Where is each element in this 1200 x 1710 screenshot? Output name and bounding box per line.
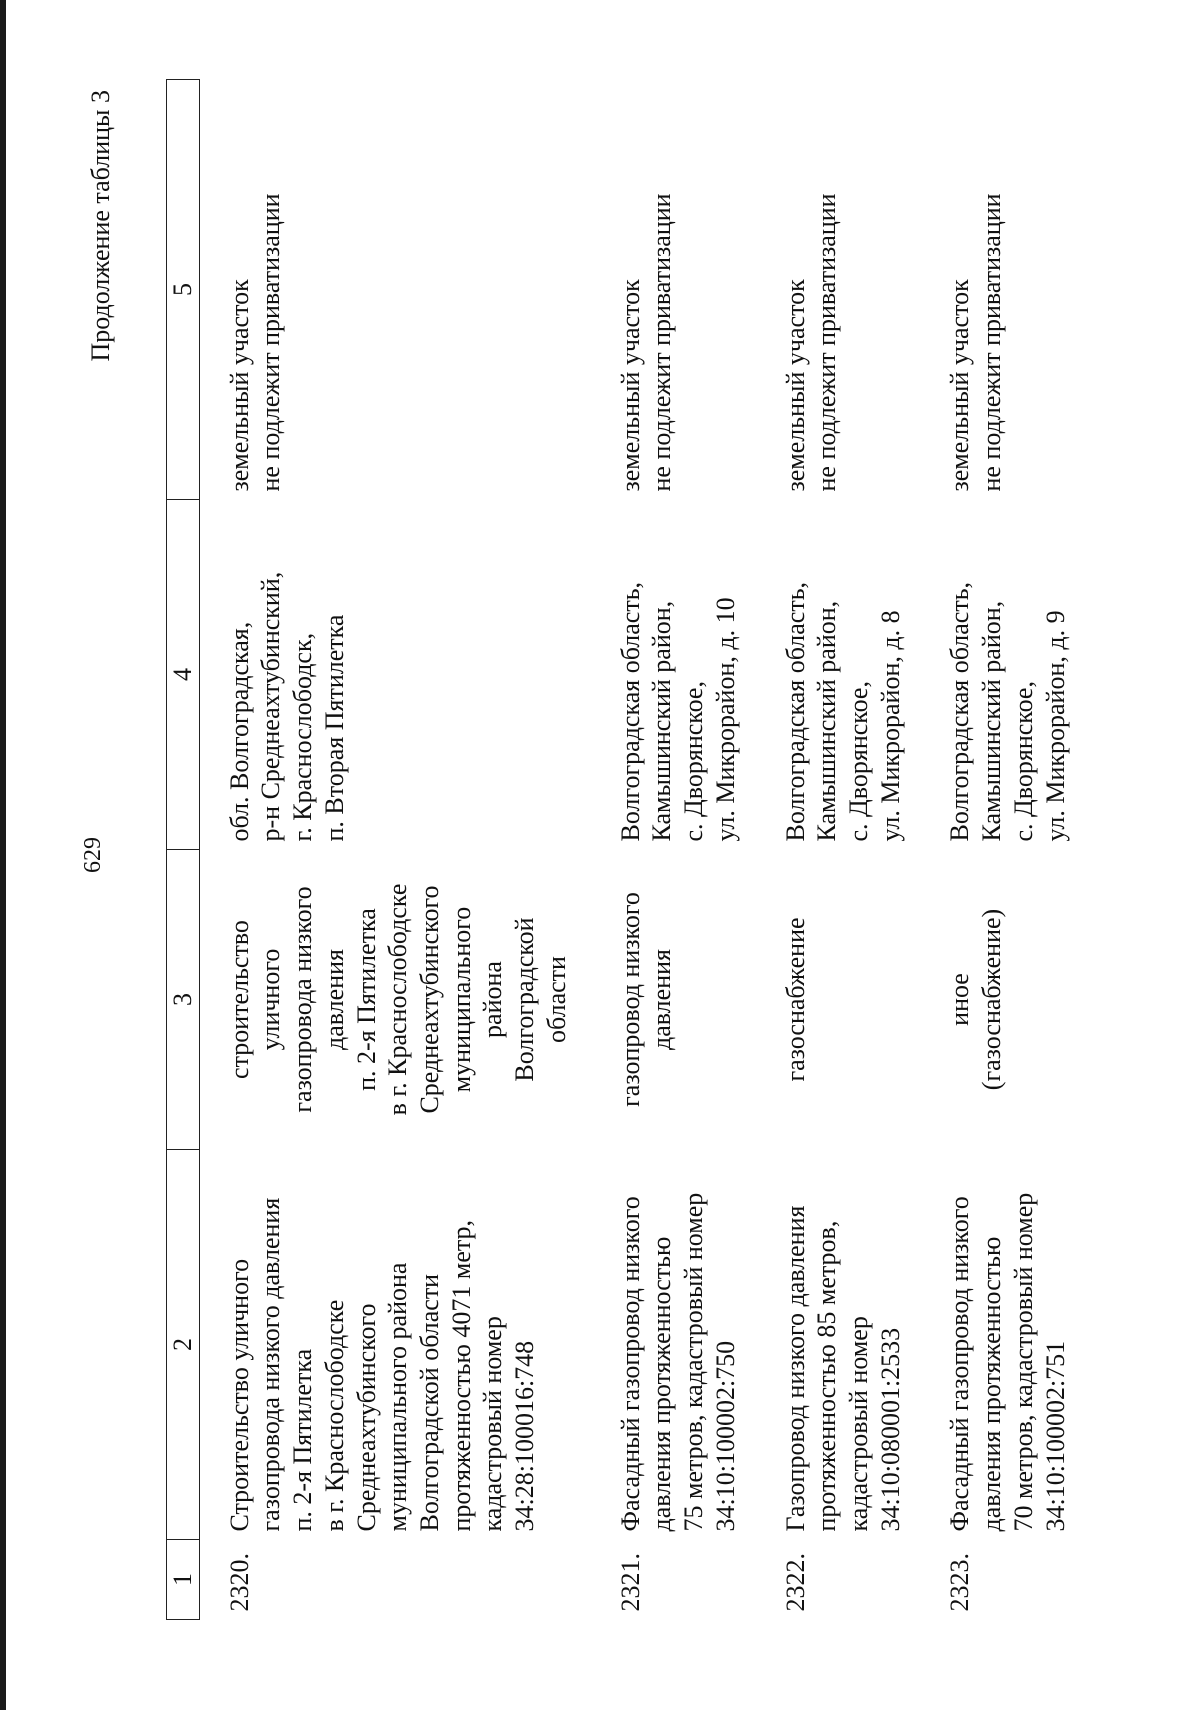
- object-description: Фасадный газопровод низкого давления протяженностью 75 метров, кадастровый номер 34:10:100002:750: [615, 1192, 740, 1532]
- object-purpose: газопровод низкого давления: [615, 892, 677, 1107]
- page-number: 629: [80, 837, 106, 873]
- object-note: земельный участок не подлежит приватизации: [780, 193, 842, 492]
- object-note: земельный участок не подлежит приватизации: [224, 193, 286, 492]
- object-purpose: газоснабжение: [780, 917, 810, 1082]
- table-row: [591, 80, 756, 1620]
- objects-table: [166, 79, 1085, 1620]
- column-header-5: 5: [167, 80, 200, 500]
- object-note: земельный участок не подлежит приватизации: [945, 193, 1007, 492]
- object-address: Волгоградская область, Камышинский район, с. Дворянское, ул. Микрорайон, д. 10: [615, 581, 740, 842]
- column-header-2: 2: [167, 1150, 200, 1540]
- object-address: Волгоградская область, Камышинский район, с. Дворянское, ул. Микрорайон, д. 9: [945, 581, 1070, 842]
- column-header-1: 1: [167, 1540, 200, 1620]
- table-row: [756, 80, 921, 1620]
- object-description: Фасадный газопровод низкого давления протяженностью 70 метров, кадастровый номер 34:10:100002:751: [945, 1192, 1070, 1532]
- table-caption: Продолжение таблицы 3: [86, 90, 115, 362]
- column-header-4: 4: [167, 500, 200, 850]
- scan-edge: [0, 0, 6, 1710]
- rotated-page: [80, 90, 1080, 1620]
- table-row: [199, 80, 590, 1620]
- object-description: Строительство уличного газопровода низкого давления п. 2-я Пятилетка в г. Краснослободске Среднеахтубинского муниципального района Волгоградской области протяженностью 4071 метр, кадастровый номер 34:28:100016:748: [224, 1197, 540, 1532]
- object-purpose: строительство уличного газопровода низкого давления п. 2-я Пятилетка в г. Краснослободске Среднеахтубинского муниципального района Волгоградской области: [224, 883, 571, 1116]
- object-note: земельный участок не подлежит приватизации: [615, 193, 677, 492]
- table-row: [920, 80, 1085, 1620]
- object-address: Волгоградская область, Камышинский район, с. Дворянское, ул. Микрорайон, д. 8: [780, 581, 905, 842]
- object-purpose: иное (газоснабжение): [945, 908, 1007, 1091]
- object-description: Газопровод низкого давления протяженностью 85 метров, кадастровый номер 34:10:080001:2533: [780, 1205, 905, 1532]
- column-header-3: 3: [167, 850, 200, 1150]
- object-address: обл. Волгоградская, р-н Среднеахтубинский, г. Краснослободск, п. Вторая Пятилетка: [224, 571, 349, 842]
- row-number: 2320.: [224, 1553, 254, 1612]
- header-row: [167, 80, 200, 1620]
- row-number: 2323.: [945, 1553, 975, 1612]
- row-number: 2322.: [780, 1553, 810, 1612]
- row-number: 2321.: [615, 1553, 645, 1612]
